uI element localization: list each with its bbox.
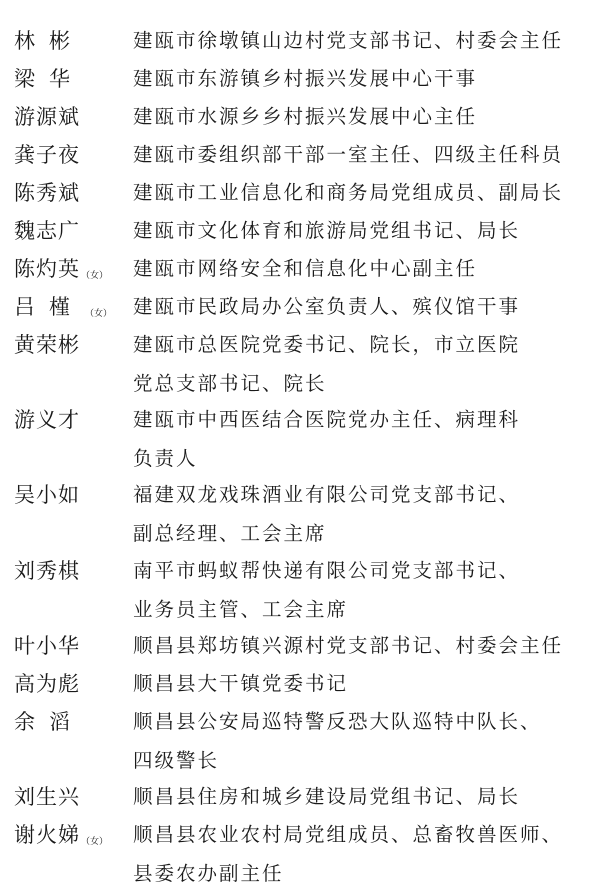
title-line: 业务员主管、工会主席 (133, 597, 349, 621)
title-line: 顺昌县大干镇党委书记 (133, 672, 349, 695)
person-title (133, 98, 595, 137)
person-name-text: 余滔 (14, 710, 84, 734)
person-title (133, 136, 595, 175)
person-name-text: 黄荣彬 (14, 333, 80, 357)
title-line: 建瓯市徐墩镇山边村党支部书记、村委会主任 (133, 29, 564, 52)
person-title (133, 250, 595, 289)
title-line: 党总支部书记、院长 (133, 371, 327, 395)
person-title (133, 174, 595, 213)
person-name (14, 627, 80, 665)
person-title (133, 552, 595, 629)
person-name (14, 476, 80, 514)
person-name (14, 326, 80, 364)
person-title (133, 476, 595, 553)
person-name (14, 665, 80, 703)
person-name (14, 250, 108, 288)
person-name (14, 212, 80, 250)
title-line: 南平市蚂蚁帮快递有限公司党支部书记、 (133, 559, 521, 582)
person-name-text: 魏志广 (14, 219, 80, 243)
person-name (14, 60, 84, 98)
title-line: 县委农办副主任 (133, 861, 284, 885)
person-name-text: 陈秀斌 (14, 181, 80, 205)
person-name (14, 174, 80, 212)
person-name-text: 吕槿 (14, 295, 84, 319)
title-line: 顺昌县郑坊镇兴源村党支部书记、村委会主任 (133, 634, 564, 657)
person-name-text: 谢火娣 (14, 823, 80, 847)
person-name-text: 龚子夜 (14, 143, 80, 167)
person-name (14, 778, 80, 816)
gender-note: （女） (81, 271, 109, 281)
person-name-text: 高为彪 (14, 672, 80, 696)
title-line: 顺昌县住房和城乡建设局党组书记、局长 (133, 785, 521, 808)
title-line: 建瓯市东游镇乡村振兴发展中心干事 (133, 67, 478, 90)
title-line: 建瓯市委组织部干部一室主任、四级主任科员 (133, 143, 564, 166)
title-line: 顺昌县农业农村局党组成员、总畜牧兽医师、 (133, 823, 564, 846)
person-title (133, 703, 595, 780)
title-line: 顺昌县公安局巡特警反恐大队巡特中队长、 (133, 710, 542, 733)
title-line: 四级警长 (133, 748, 220, 772)
person-title (133, 22, 595, 61)
person-title (133, 665, 595, 704)
person-title (133, 627, 595, 666)
person-name-text: 刘秀棋 (14, 559, 80, 583)
person-name (14, 552, 80, 590)
person-title (133, 778, 595, 817)
person-name-text: 刘生兴 (14, 785, 80, 809)
person-name (14, 136, 80, 174)
person-title (133, 212, 595, 251)
title-line: 建瓯市网络安全和信息化中心副主任 (133, 257, 478, 280)
title-line: 建瓯市民政局办公室负责人、殡仪馆干事 (133, 295, 521, 318)
person-name-text: 吴小如 (14, 483, 80, 507)
person-title (133, 326, 595, 403)
person-name (14, 22, 84, 60)
title-line: 福建双龙戏珠酒业有限公司党支部书记、 (133, 483, 521, 506)
person-name (14, 98, 80, 136)
title-line: 建瓯市水源乡乡村振兴发展中心主任 (133, 105, 478, 128)
person-name (14, 703, 84, 741)
title-line: 建瓯市总医院党委书记、院长，市立医院 (133, 333, 521, 356)
person-name-text: 游源斌 (14, 105, 80, 129)
title-line: 副总经理、工会主席 (133, 521, 327, 545)
person-name-text: 叶小华 (14, 634, 80, 658)
person-title (133, 401, 595, 478)
person-name (14, 816, 108, 854)
person-title (133, 816, 595, 893)
person-name (14, 401, 80, 439)
title-line: 建瓯市工业信息化和商务局党组成员、副局长 (133, 181, 564, 204)
person-title (133, 288, 595, 327)
title-line: 建瓯市文化体育和旅游局党组书记、局长 (133, 219, 521, 242)
person-name (14, 288, 112, 326)
person-name-text: 陈灼英 (14, 257, 80, 281)
person-name-text: 林彬 (14, 29, 84, 53)
title-line: 负责人 (133, 446, 198, 470)
person-name-text: 游义才 (14, 408, 80, 432)
person-title (133, 60, 595, 99)
gender-note: （女） (81, 837, 109, 847)
person-name-text: 梁华 (14, 67, 84, 91)
title-line: 建瓯市中西医结合医院党办主任、病理科 (133, 408, 521, 431)
gender-note: （女） (85, 309, 113, 319)
